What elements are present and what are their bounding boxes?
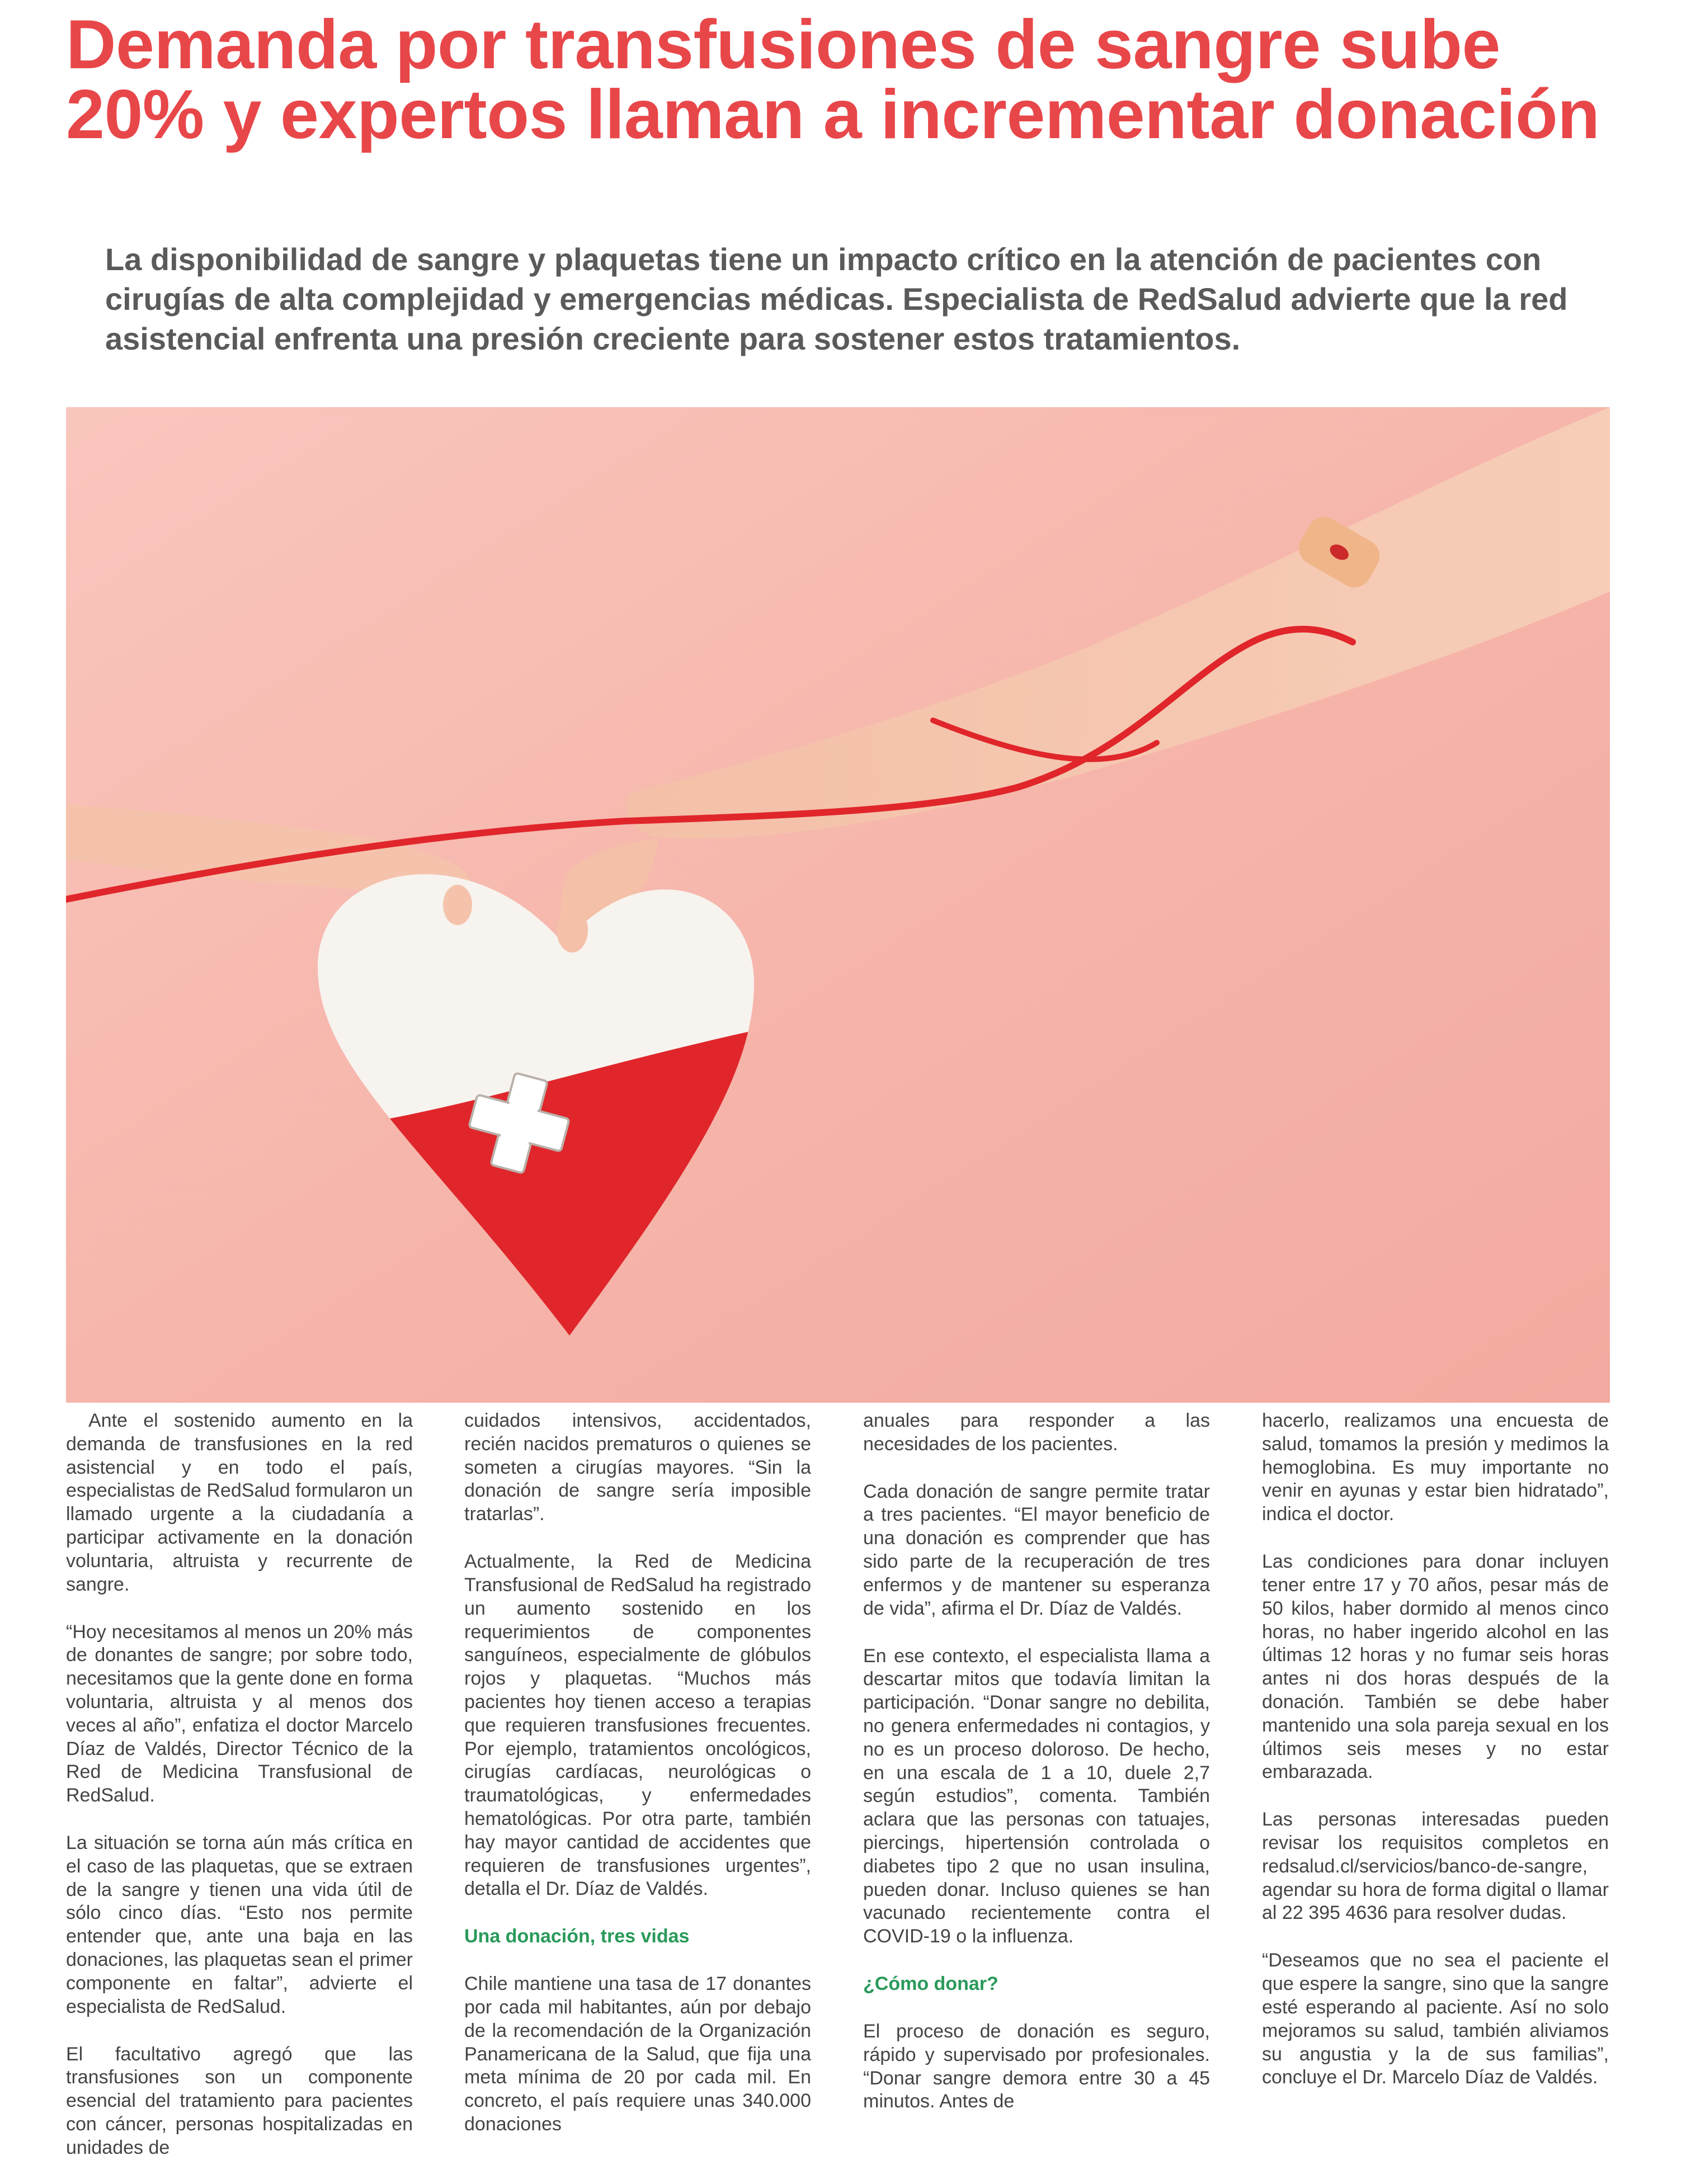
subheadline: La disponibilidad de sangre y plaquetas tiene un impacto crítico en la atención de pacientes con cirugías de alta complejidad y emergencias médicas. Especialista de RedSalud advierte que la red asistencial enfrenta una presión creciente para sostener estos tratamientos. [105,242,1568,357]
section-heading: ¿Cómo donar? [863,1973,998,1995]
paragraph: Ante el sostenido aumento en la demanda de transfusiones en la red asistencial y en todo el país, especialistas de RedSalud formularon un llamado urgente a la ciudadanía a participar activamente en la donación voluntaria, altruista y recurrente de sangre. [66,1410,413,1595]
paragraph: Chile mantiene una tasa de 17 donantes por cada mil habitantes, aún por debajo de la recomendación de la Organización Panamericana de la Salud, que fija una meta mínima de 20 por cada mil. En concreto, el país requiere unas 340.000 donaciones [464,1973,811,2135]
paragraph: Cada donación de sangre permite tratar a tres pacientes. “El mayor beneficio de una donación es comprender que has sido parte de la recuperación de tres enfermos y de mantener su esperanza de vida”, afirma el Dr. Díaz de Valdés. [863,1480,1210,1619]
paragraph: cuidados intensivos, accidentados, recién nacidos prematuros o quienes se someten a cirugías mayores. “Sin la donación de sangre sería imposible tratarlas”. [464,1410,811,1525]
headline: Demanda por transfusiones de sangre sube 20% y expertos llaman a incrementar donación [66,6,1600,154]
paragraph: “Deseamos que no sea el paciente el que espere la sangre, sino que la sangre esté esperando al paciente. Así no solo mejoramos su salud, también aliviamos su angustia y la de sus familias”, concluye el Dr. Marcelo Díaz de Valdés. [1262,1950,1609,2088]
article-column-2 [464,1409,811,2161]
paragraph: Las personas interesadas pueden revisar los requisitos completos en redsalud.cl/servicios/banco-de-sangre, agendar su hora de forma digital o llamar al 22 395 4636 para resolver dudas. [1262,1809,1609,1924]
hero-photo [66,407,1610,1403]
article-column-4 [1262,1409,1609,2114]
paragraph: “Hoy necesitamos al menos un 20% más de donantes de sangre; por sobre todo, necesitamos que la gente done en forma voluntaria, altruista y al menos dos veces al año”, enfatiza el doctor Marcelo Díaz de Valdés, Director Técnico de la Red de Medicina Transfusional de RedSalud. [66,1621,413,1806]
paragraph: anuales para responder a las necesidades de los pacientes. [863,1410,1210,1455]
paragraph: El proceso de donación es seguro, rápido y supervisado por profesionales. “Donar sangre demora entre 30 a 45 minutos. Antes de [863,2020,1210,2112]
paragraph: Actualmente, la Red de Medicina Transfusional de RedSalud ha registrado un aumento sostenido en los requerimientos de componentes sanguíneos, especialmente de glóbulos rojos y plaquetas. “Muchos más pacientes hoy tienen acceso a terapias que requieren transfusiones frecuentes. Por ejemplo, tratamientos oncológicos, cirugías cardíacas, neurológicas o traumatológicas, y enfermedades hematológicas. Por otra parte, también hay mayor cantidad de accidentes que requieren de transfusiones urgentes”, detalla el Dr. Díaz de Valdés. [464,1551,811,1900]
paragraph: hacerlo, realizamos una encuesta de salud, tomamos la presión y medimos la hemoglobina. Es muy importante no venir en ayunas y estar bien hidratado”, indica el doctor. [1262,1410,1609,1525]
section-heading: Una donación, tres vidas [464,1926,690,1947]
blood-donation-illustration [66,407,1610,1403]
article-column-3 [863,1409,1210,2138]
paragraph: En ese contexto, el especialista llama a descartar mitos que todavía limitan la participación. “Donar sangre no debilita, no genera enfermedades ni contagios, y no es un proceso doloroso. De hecho, en una escala de 1 a 10, duele 2,7 según estudios”, comenta. También aclara que las personas con tatuajes, piercings, hipertensión controlada o diabetes tipo 2 que no usan insulina, pueden donar. Incluso quienes se han vacunado recientemente contra el COVID-19 o la influenza. [863,1645,1210,1947]
article-column-1 [66,1409,413,2184]
paragraph: La situación se torna aún más crítica en el caso de las plaquetas, que se extraen de la sangre y tienen una vida útil de sólo cinco días. “Esto nos permite entender que, ante una baja en las donaciones, las plaquetas sean el primer componente en faltar”, advierte el especialista de RedSalud. [66,1832,413,2017]
paragraph: Las condiciones para donar incluyen tener entre 17 y 70 años, pesar más de 50 kilos, haber dormido al menos cinco horas, no haber ingerido alcohol en las últimas 12 horas y no fumar seis horas antes ni dos horas después de la donación. También se debe haber mantenido una sola pareja sexual en los últimos seis meses y no estar embarazada. [1262,1551,1609,1783]
paragraph: El facultativo agregó que las transfusiones son un componente esencial del tratamiento para pacientes con cáncer, personas hospitalizadas en unidades de [66,2043,413,2158]
